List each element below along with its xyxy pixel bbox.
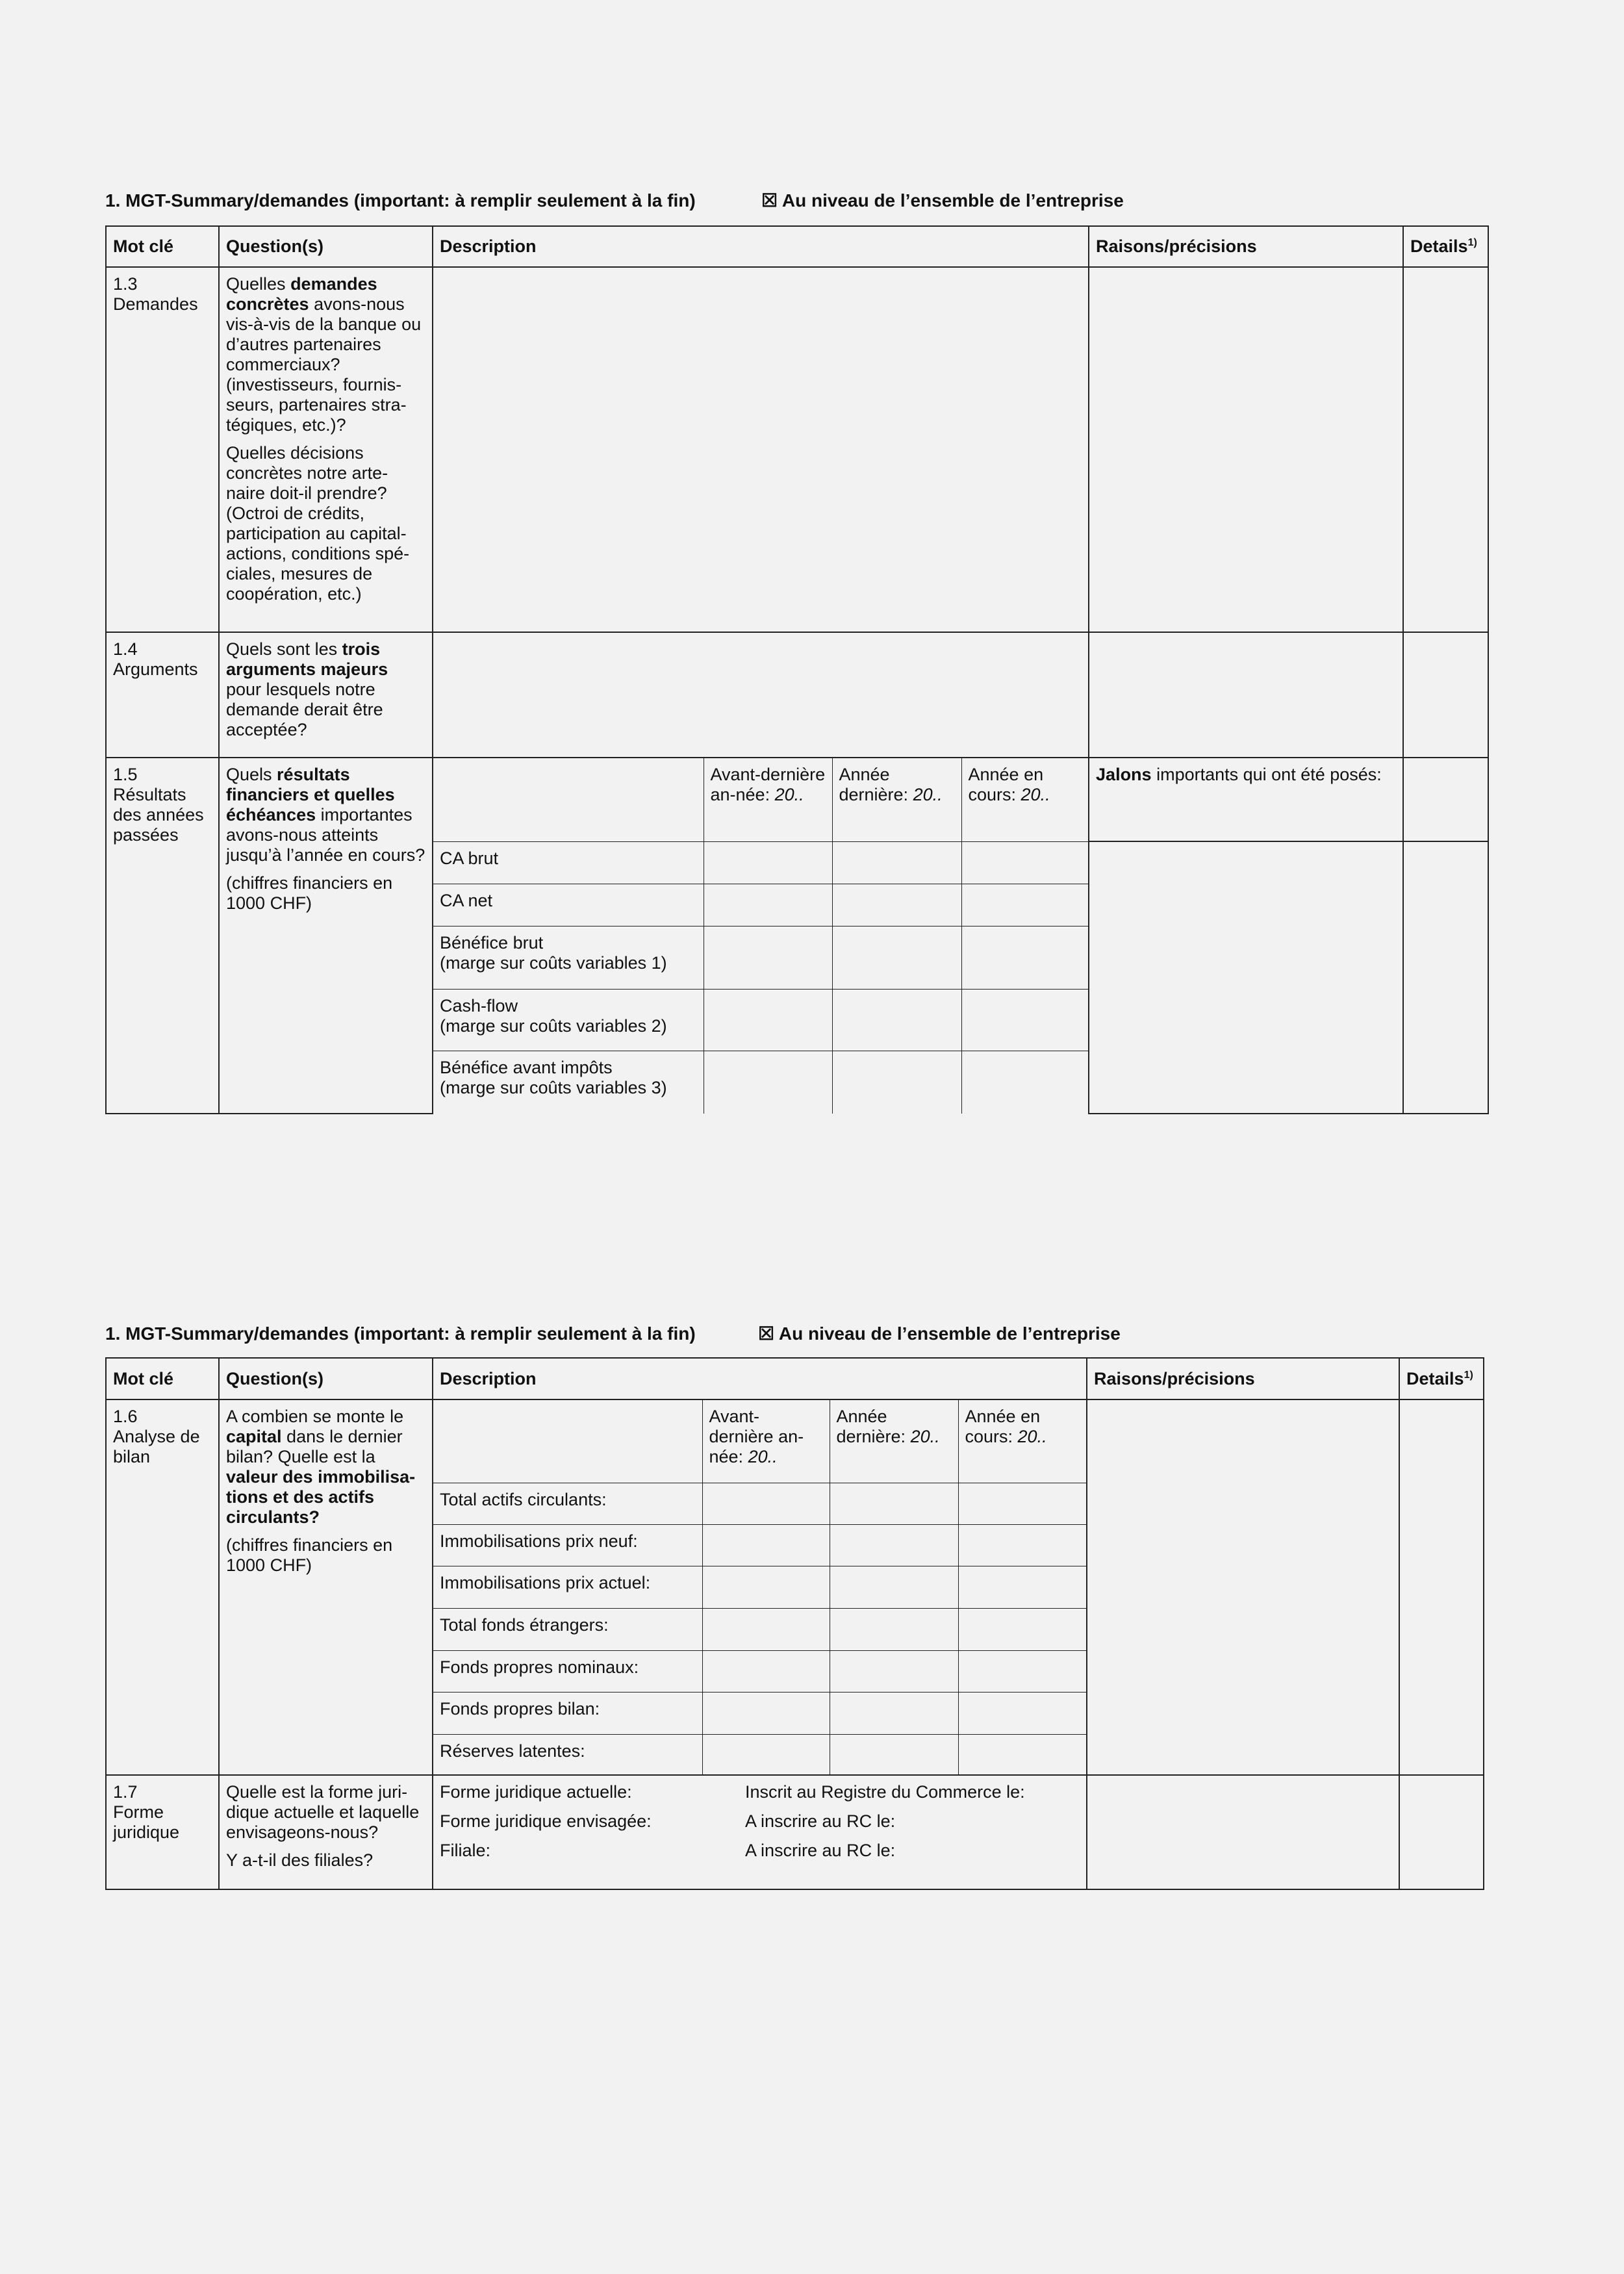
value-input[interactable] bbox=[961, 841, 1089, 884]
blank-corner bbox=[433, 758, 704, 841]
details-input[interactable] bbox=[1403, 267, 1488, 632]
fin-row-label bbox=[433, 841, 704, 884]
value-input[interactable] bbox=[961, 989, 1089, 1051]
col-year: 20.. bbox=[913, 785, 943, 804]
q-text-2: Y a-t-il des filiales? bbox=[226, 1850, 374, 1870]
details-label: Details bbox=[1410, 236, 1468, 256]
q-bold: résultats financiers et quelles échéances bbox=[226, 765, 395, 824]
col-year: 20.. bbox=[910, 1427, 940, 1446]
q-text: Quels bbox=[226, 765, 277, 784]
table-row-1-4 bbox=[106, 632, 1488, 758]
col-year-1 bbox=[702, 1399, 830, 1483]
fin-label: CA brut bbox=[440, 848, 499, 868]
row-number: 1.6 bbox=[113, 1407, 138, 1426]
field-planned-form[interactable]: Forme juridique envisagée: bbox=[440, 1811, 652, 1831]
value-input[interactable] bbox=[961, 1051, 1089, 1114]
checkbox-checked-icon[interactable]: ☒ bbox=[761, 190, 778, 211]
value-input[interactable] bbox=[832, 884, 961, 926]
value-input[interactable] bbox=[702, 1524, 830, 1566]
header-row bbox=[106, 226, 1488, 267]
keyword-cell bbox=[106, 1399, 219, 1775]
value-input[interactable] bbox=[958, 1524, 1087, 1566]
row-number: 1.7 bbox=[113, 1782, 138, 1802]
bilan-label: Fonds propres bilan: bbox=[433, 1692, 702, 1734]
value-input[interactable] bbox=[704, 841, 832, 884]
fin-row-label bbox=[433, 884, 704, 926]
question-cell bbox=[219, 758, 433, 1114]
q-bold: capital bbox=[226, 1427, 282, 1446]
col-label: Année en cours: bbox=[965, 1407, 1041, 1446]
summary-table-2 bbox=[105, 1357, 1484, 1890]
table-row-1-5 bbox=[106, 758, 1488, 841]
col-year: 20.. bbox=[1017, 1427, 1047, 1446]
value-input[interactable] bbox=[702, 1566, 830, 1608]
value-input[interactable] bbox=[961, 926, 1089, 989]
col-label: Année dernière: bbox=[839, 765, 913, 804]
description-input[interactable] bbox=[433, 267, 1089, 632]
header-description: Description bbox=[433, 226, 1089, 267]
details-input[interactable] bbox=[1403, 632, 1488, 758]
details-input[interactable] bbox=[1403, 758, 1488, 841]
details-input[interactable] bbox=[1403, 841, 1488, 1114]
keyword: Résultats des années passées bbox=[113, 785, 204, 845]
header-questions: Question(s) bbox=[219, 226, 433, 267]
header-details bbox=[1403, 226, 1488, 267]
bilan-label: Immobilisations prix actuel: bbox=[433, 1566, 702, 1608]
value-input[interactable] bbox=[704, 989, 832, 1051]
blank-corner bbox=[433, 1399, 702, 1483]
header-reasons: Raisons/précisions bbox=[1087, 1358, 1399, 1399]
field-registered-date[interactable]: Inscrit au Registre du Commerce le: bbox=[745, 1782, 1025, 1802]
col-year: 20.. bbox=[1021, 785, 1050, 804]
field-subsidiary-rc-date[interactable]: A inscrire au RC le: bbox=[745, 1841, 896, 1860]
q-text: avons-nous vis-à-vis de la banque ou d’autres partenaires commerciaux? (investisseurs, fournis-seurs, partenaires stra-tégiques, etc.)? bbox=[226, 294, 422, 435]
header-details bbox=[1399, 1358, 1484, 1399]
fin-sublabel: (marge sur coûts variables 1) bbox=[440, 952, 667, 973]
col-year-2 bbox=[830, 1399, 958, 1483]
fin-label: CA net bbox=[440, 890, 493, 910]
details-footnote: 1) bbox=[1464, 1369, 1473, 1381]
bilan-label: Immobilisations prix neuf: bbox=[433, 1524, 702, 1566]
value-input[interactable] bbox=[830, 1524, 958, 1566]
q-note: (chiffres financiers en 1000 CHF) bbox=[226, 1535, 393, 1575]
value-input[interactable] bbox=[832, 989, 961, 1051]
q-text: importantes avons-nous atteints jusqu’à l’année en cours? bbox=[226, 805, 425, 865]
value-input[interactable] bbox=[832, 841, 961, 884]
scope-checkbox-label[interactable] bbox=[758, 1323, 1121, 1344]
value-input[interactable] bbox=[830, 1650, 958, 1692]
details-input[interactable] bbox=[1399, 1399, 1484, 1775]
row-number: 1.4 bbox=[113, 639, 138, 659]
value-input[interactable] bbox=[830, 1692, 958, 1734]
field-rc-date[interactable]: A inscrire au RC le: bbox=[745, 1811, 896, 1831]
fin-row-label bbox=[433, 926, 704, 989]
section-title bbox=[105, 1323, 1121, 1344]
section-title-text: 1. MGT-Summary/demandes (important: à remplir seulement à la fin) bbox=[105, 190, 696, 211]
fin-row-label bbox=[433, 1051, 704, 1114]
reasons-input[interactable] bbox=[1089, 267, 1403, 632]
question-cell bbox=[219, 267, 433, 632]
value-input[interactable] bbox=[702, 1692, 830, 1734]
value-input[interactable] bbox=[830, 1483, 958, 1524]
bilan-label: Total fonds étrangers: bbox=[433, 1608, 702, 1650]
col-label: Avant-dernière an-née: bbox=[710, 765, 826, 804]
q-text: A combien se monte le bbox=[226, 1407, 404, 1426]
details-footnote: 1) bbox=[1467, 237, 1477, 248]
keyword-cell bbox=[106, 1775, 219, 1889]
q-note: (chiffres financiers en 1000 CHF) bbox=[226, 873, 393, 913]
col-label: Année dernière: bbox=[836, 1407, 911, 1446]
legal-form-fields bbox=[433, 1775, 1087, 1889]
fin-label: Bénéfice avant impôts bbox=[440, 1057, 613, 1077]
value-input[interactable] bbox=[702, 1650, 830, 1692]
bilan-label: Total actifs circulants: bbox=[433, 1483, 702, 1524]
q-bold: valeur des immobilisa-tions et des actifs circulants? bbox=[226, 1467, 416, 1527]
col-year: 20.. bbox=[774, 785, 804, 804]
q-text: pour lesquels notre demande derait être acceptée? bbox=[226, 680, 383, 739]
value-input[interactable] bbox=[958, 1483, 1087, 1524]
q-bold: demandes concrètes bbox=[226, 274, 377, 314]
field-current-form[interactable]: Forme juridique actuelle: bbox=[440, 1782, 632, 1802]
table-row-1-3 bbox=[106, 267, 1488, 632]
col-label: Avant-dernière an-née: bbox=[709, 1407, 804, 1466]
bilan-label: Fonds propres nominaux: bbox=[433, 1650, 702, 1692]
keyword: Analyse de bilan bbox=[113, 1427, 200, 1466]
header-row bbox=[106, 1358, 1484, 1399]
q-text: dans le dernier bilan? Quelle est la bbox=[226, 1427, 403, 1466]
q-bold: trois arguments majeurs bbox=[226, 639, 388, 679]
fin-label: Cash-flow bbox=[440, 995, 518, 1016]
reasons-input[interactable] bbox=[1087, 1399, 1399, 1775]
fin-sublabel: (marge sur coûts variables 2) bbox=[440, 1016, 667, 1036]
header-questions: Question(s) bbox=[219, 1358, 433, 1399]
header-description: Description bbox=[433, 1358, 1087, 1399]
reasons-input[interactable] bbox=[1087, 1775, 1399, 1889]
col-year-3 bbox=[961, 758, 1089, 841]
q-text: Quelle est la forme juri-dique actuelle et laquelle envisageons-nous? bbox=[226, 1782, 420, 1842]
scope-label: Au niveau de l’ensemble de l’entreprise bbox=[781, 190, 1124, 211]
scope-label: Au niveau de l’ensemble de l’entreprise bbox=[778, 1323, 1121, 1344]
summary-table-1 bbox=[105, 225, 1489, 1114]
description-input[interactable] bbox=[433, 632, 1089, 758]
details-input[interactable] bbox=[1399, 1775, 1484, 1889]
header-reasons: Raisons/précisions bbox=[1089, 226, 1403, 267]
section-title-text: 1. MGT-Summary/demandes (important: à remplir seulement à la fin) bbox=[105, 1323, 696, 1344]
table-row-1-6 bbox=[106, 1399, 1484, 1483]
value-input[interactable] bbox=[830, 1608, 958, 1650]
jalons-cell bbox=[1089, 758, 1403, 841]
value-input[interactable] bbox=[704, 926, 832, 989]
value-input[interactable] bbox=[958, 1734, 1087, 1775]
value-input[interactable] bbox=[958, 1650, 1087, 1692]
section-title bbox=[105, 190, 1124, 211]
jalons-bold: Jalons bbox=[1096, 765, 1152, 784]
value-input[interactable] bbox=[702, 1483, 830, 1524]
value-input[interactable] bbox=[832, 1051, 961, 1114]
keyword: Arguments bbox=[113, 659, 198, 679]
q-text-2: Quelles décisions concrètes notre arte-naire doit-il prendre? (Octroi de crédits, participation au capital-actions, conditions spé-ciales, mesures de coopération, etc.) bbox=[226, 443, 410, 604]
value-input[interactable] bbox=[958, 1566, 1087, 1608]
q-text: Quelles bbox=[226, 274, 291, 294]
keyword-cell bbox=[106, 267, 219, 632]
field-subsidiary[interactable]: Filiale: bbox=[440, 1841, 491, 1860]
question-cell bbox=[219, 1775, 433, 1889]
fin-label: Bénéfice brut bbox=[440, 932, 544, 952]
jalons-input[interactable] bbox=[1089, 841, 1403, 1114]
header-keyword: Mot clé bbox=[106, 1358, 219, 1399]
keyword: Demandes bbox=[113, 294, 198, 314]
scope-checkbox-label[interactable] bbox=[761, 190, 1124, 211]
value-input[interactable] bbox=[832, 926, 961, 989]
value-input[interactable] bbox=[704, 1051, 832, 1114]
row-number: 1.5 bbox=[113, 765, 138, 784]
keyword-cell bbox=[106, 632, 219, 758]
fin-row-label bbox=[433, 989, 704, 1051]
q-text: Quels sont les bbox=[226, 639, 342, 659]
col-year-3 bbox=[958, 1399, 1087, 1483]
details-label: Details bbox=[1406, 1368, 1464, 1388]
col-year-2 bbox=[832, 758, 961, 841]
question-cell bbox=[219, 1399, 433, 1775]
reasons-input[interactable] bbox=[1089, 632, 1403, 758]
checkbox-checked-icon[interactable]: ☒ bbox=[758, 1323, 775, 1344]
bilan-label: Réserves latentes: bbox=[433, 1734, 702, 1775]
keyword: Forme juridique bbox=[113, 1802, 180, 1842]
value-input[interactable] bbox=[702, 1734, 830, 1775]
col-year-1 bbox=[704, 758, 832, 841]
value-input[interactable] bbox=[704, 884, 832, 926]
keyword-cell bbox=[106, 758, 219, 1114]
jalons-text: importants qui ont été posés: bbox=[1151, 765, 1382, 784]
col-label: Année en cours: bbox=[968, 765, 1044, 804]
value-input[interactable] bbox=[961, 884, 1089, 926]
table-row-1-7 bbox=[106, 1775, 1484, 1889]
value-input[interactable] bbox=[830, 1734, 958, 1775]
value-input[interactable] bbox=[958, 1608, 1087, 1650]
value-input[interactable] bbox=[958, 1692, 1087, 1734]
row-number: 1.3 bbox=[113, 274, 138, 294]
value-input[interactable] bbox=[702, 1608, 830, 1650]
question-cell bbox=[219, 632, 433, 758]
value-input[interactable] bbox=[830, 1566, 958, 1608]
header-keyword: Mot clé bbox=[106, 226, 219, 267]
col-year: 20.. bbox=[748, 1447, 778, 1466]
fin-sublabel: (marge sur coûts variables 3) bbox=[440, 1077, 667, 1097]
